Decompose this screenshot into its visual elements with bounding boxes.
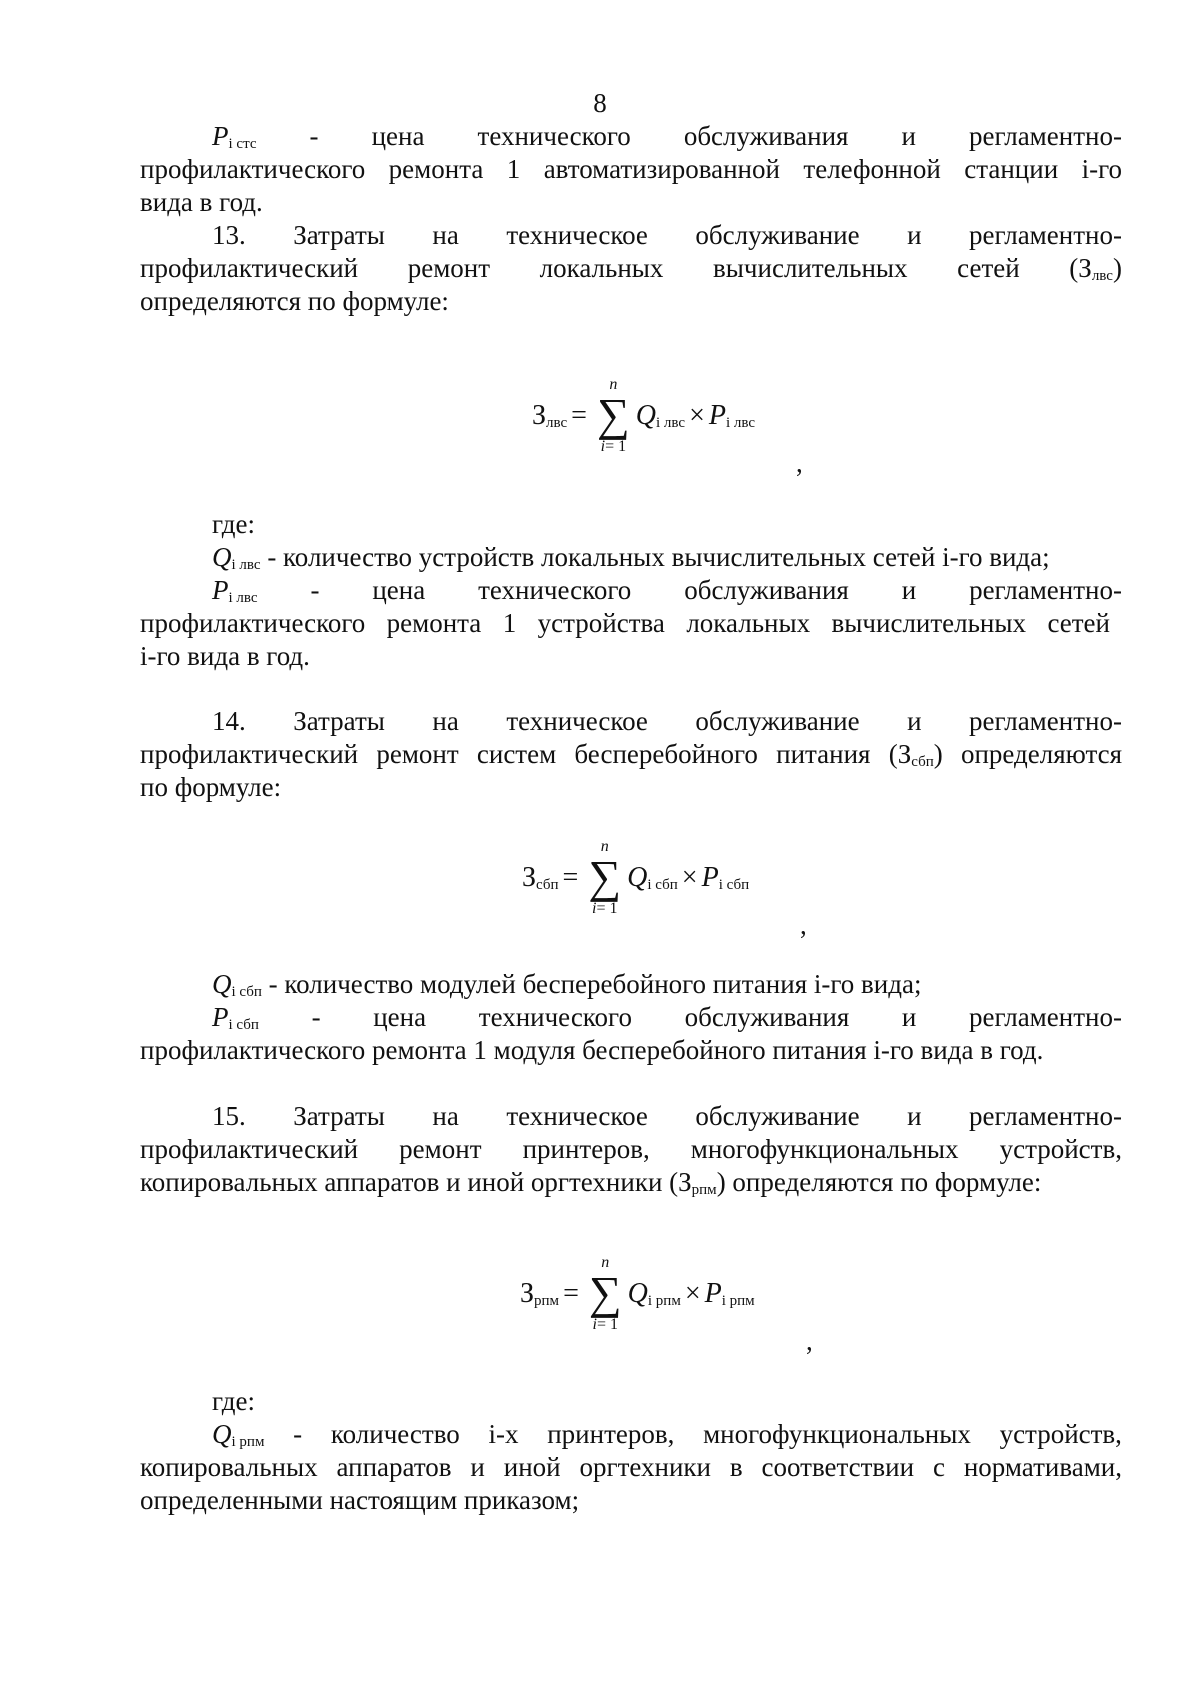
word: и [907, 706, 922, 736]
formula-q: $Q_{i лвс}$ [635, 400, 686, 431]
formula-lhs: $З_{лвс}$ [532, 400, 568, 431]
word: вычислительных [713, 253, 908, 283]
formula-rpm [520, 1246, 755, 1342]
page-number: 8 [593, 88, 607, 118]
word: профилактический [140, 253, 359, 283]
word: Затраты [293, 1101, 385, 1131]
word: принтеров, [547, 1419, 675, 1449]
word: многофункциональных [690, 1134, 959, 1164]
where-label: где: [212, 1386, 255, 1416]
formula-p: $P_{i рпм}$ [704, 1278, 755, 1309]
word: и [901, 121, 916, 151]
p-lvs-line3: i-го вида в год. [140, 641, 310, 671]
item15-line2 [140, 1133, 1122, 1166]
word: сетей [957, 253, 1020, 283]
p-sbp-var: $P_{i сбп}$ [212, 1002, 259, 1033]
word: регламентно- [969, 1101, 1122, 1131]
p-stc-line3: вида в год. [140, 187, 263, 217]
word: технического [477, 121, 631, 151]
formula-sbp [522, 830, 749, 926]
word: технического [478, 575, 632, 605]
word: устройств, [999, 1419, 1122, 1449]
formula-comma: , [806, 1326, 813, 1356]
q-rpm-var: $Q_{i рпм}$ [212, 1419, 265, 1450]
word: на [432, 1101, 459, 1131]
p-stc-dash: - [309, 121, 319, 151]
word: обслуживания [684, 575, 849, 605]
q-rpm-line2: копировальных аппаратов и иной оргтехники в соответствии с нормативами, [140, 1452, 1122, 1482]
word: цена [373, 1002, 427, 1032]
word: техническое [506, 1101, 648, 1131]
word: и [901, 1002, 917, 1032]
word: и [901, 575, 917, 605]
dash: - [311, 1002, 321, 1032]
word: цена [371, 121, 425, 151]
sum-operator: n ∑ i= 1 [596, 376, 630, 455]
item14-line3: по формуле: [140, 772, 282, 802]
equals-sign: = [562, 862, 579, 893]
times-sign: × [684, 1278, 701, 1309]
item-number: 14. [212, 706, 246, 736]
word: устройств, [999, 1134, 1122, 1164]
word: обслуживание [695, 220, 860, 250]
word: и [907, 220, 922, 250]
word: Затраты [293, 220, 385, 250]
word: техническое [506, 220, 648, 250]
word: обслуживание [695, 706, 860, 736]
word: технического [478, 1002, 632, 1032]
formula-q: $Q_{i сбп}$ [627, 862, 678, 893]
formula-comma: , [796, 448, 803, 478]
formula-q: $Q_{i рпм}$ [627, 1278, 681, 1309]
item13-line1 [212, 219, 1122, 252]
formula-lvs [532, 368, 755, 464]
item15-line1 [212, 1100, 1122, 1133]
word: регламентно- [969, 220, 1122, 250]
word: регламентно- [969, 121, 1122, 151]
word: количество [330, 1419, 460, 1449]
formula-comma: , [800, 910, 807, 940]
symbol-ref: $(З_{лвс})$ [1069, 253, 1122, 284]
word: обслуживания [683, 121, 849, 151]
sum-operator: n ∑ i= 1 [588, 838, 622, 917]
word: цена [372, 575, 426, 605]
word: и [907, 1101, 922, 1131]
word: регламентно- [969, 706, 1122, 736]
where-label: где: [212, 509, 255, 539]
word: локальных [539, 253, 664, 283]
word: на [432, 220, 459, 250]
item14-line2: профилактический ремонт систем бесперебойного питания $(З_{сбп})$ определяются [140, 739, 1123, 770]
word: обслуживание [695, 1101, 860, 1131]
sum-operator: n ∑ i= 1 [588, 1254, 622, 1333]
formula-p: $P_{i сбп}$ [701, 862, 750, 893]
p-stc-var: $P_{i стс}$ [212, 121, 257, 152]
formula-lhs: $З_{сбп}$ [522, 862, 559, 893]
formula-lhs: $З_{рпм}$ [520, 1278, 560, 1309]
dash: - [310, 575, 320, 605]
formula-p: $P_{i лвс}$ [708, 400, 756, 431]
item13-line3: определяются по формуле: [140, 286, 449, 316]
word: ремонт [407, 253, 491, 283]
word: регламентно- [969, 1002, 1122, 1032]
item-number: 13. [212, 220, 246, 250]
word: ремонт [399, 1134, 482, 1164]
word: многофункциональных [703, 1419, 971, 1449]
word: обслуживания [684, 1002, 850, 1032]
times-sign: × [689, 400, 705, 431]
word: Затраты [293, 706, 385, 736]
equals-sign: = [563, 1278, 579, 1309]
p-lvs-var: $P_{i лвс}$ [212, 575, 258, 606]
word: техническое [506, 706, 648, 736]
item15-line3: копировальных аппаратов и иной оргтехники $(З_{рпм})$ определяются по формуле: [140, 1167, 1042, 1198]
p-lvs-line2: профилактического ремонта 1 устройства локальных вычислительных сетей [140, 608, 1110, 638]
equals-sign: = [571, 400, 587, 431]
word: - [293, 1419, 303, 1449]
item-number: 15. [212, 1101, 246, 1131]
p-stc-line2: профилактического ремонта 1 автоматизированной телефонной станции i-го [140, 154, 1122, 184]
times-sign: × [681, 862, 698, 893]
item14-line1 [212, 705, 1122, 738]
word: i-х [488, 1419, 519, 1449]
word: регламентно- [969, 575, 1122, 605]
q-lvs-definition: $Q_{i лвс}$ - количество устройств локальных вычислительных сетей i-го вида; [212, 542, 1050, 573]
word: принтеров, [522, 1134, 650, 1164]
q-rpm-line3: определенными настоящим приказом; [140, 1485, 580, 1515]
word: профилактический [140, 1134, 359, 1164]
p-sbp-line2: профилактического ремонта 1 модуля бесперебойного питания i-го вида в год. [140, 1035, 1044, 1065]
q-sbp-definition: $Q_{i сбп}$ - количество модулей бесперебойного питания i-го вида; [212, 969, 922, 1000]
word: на [432, 706, 459, 736]
